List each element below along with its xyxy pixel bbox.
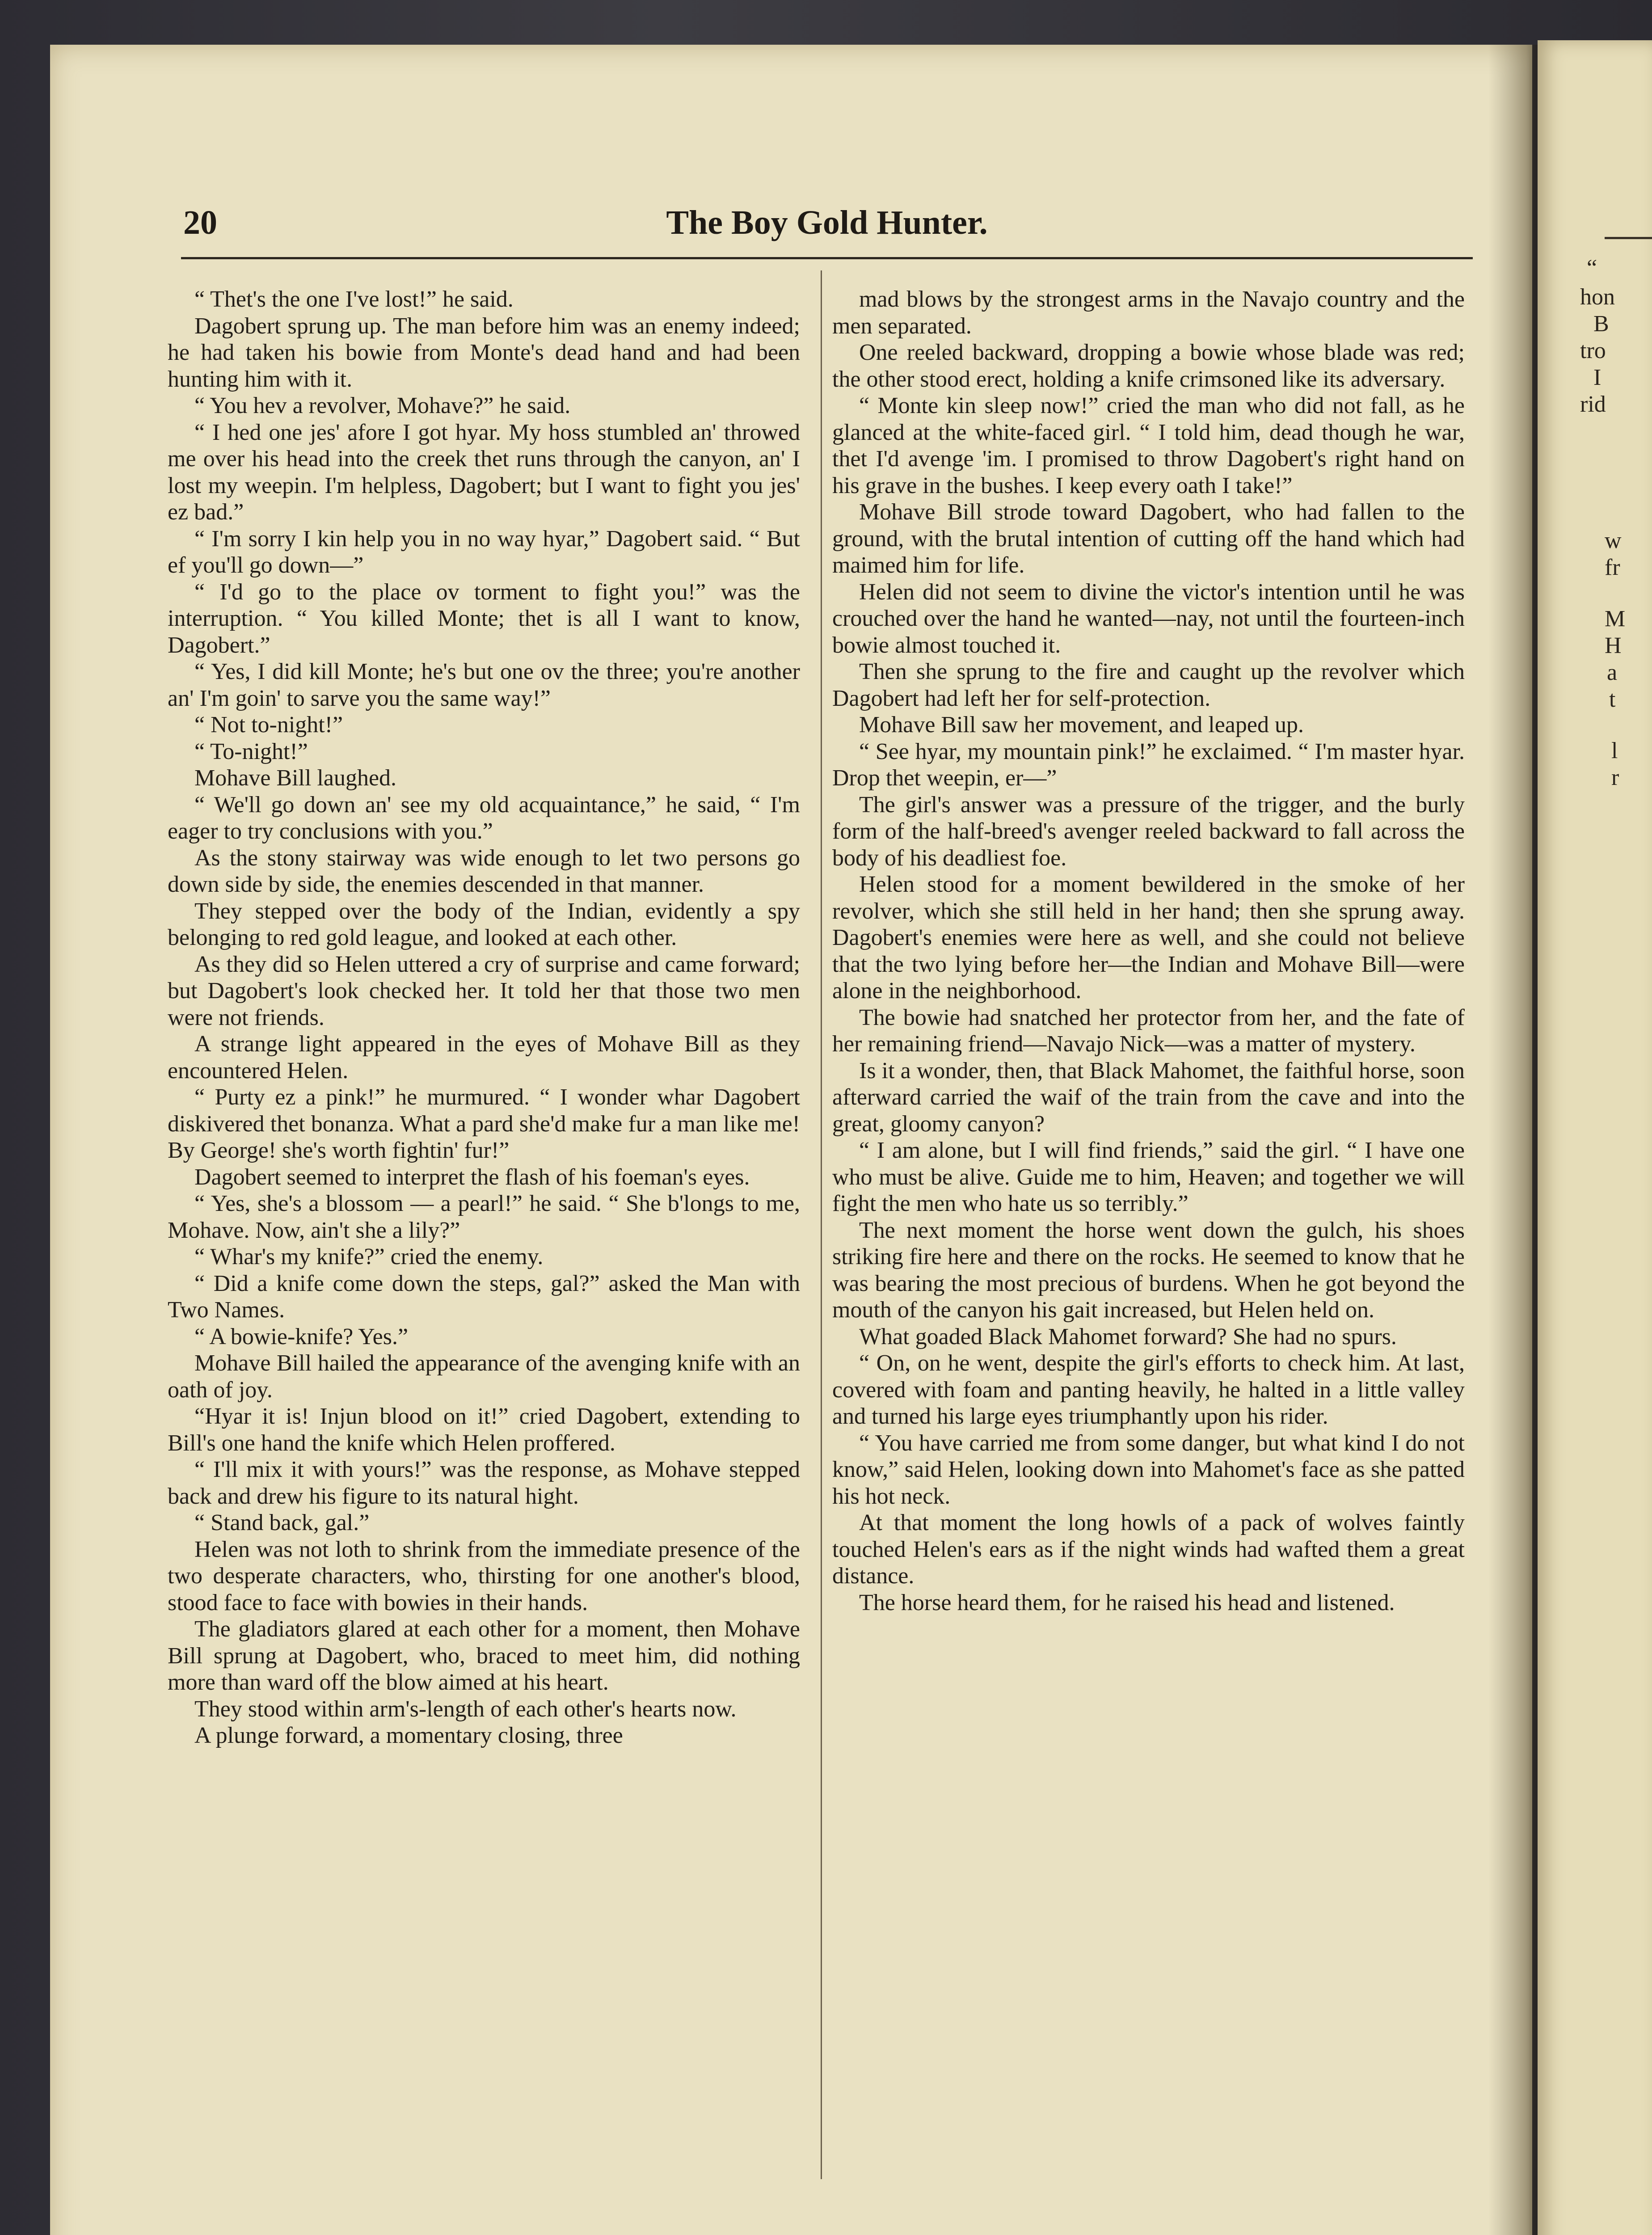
paragraph: “ Not to-night!” [194, 712, 343, 738]
paragraph: Helen did not seem to divine the victor's intention until he was crouched over the hand he wanted—nay, not until the fourteen-inch bowie almost touched it. [832, 579, 1465, 658]
paragraph: “Hyar it is! Injun blood on it!” cried Dagobert, extending to Bill's one hand the knife which Helen proffered. [168, 1404, 800, 1456]
paragraph: “ You have carried me from some danger, but what kind I do not know,” said Helen, looking down into Mahomet's face as she patted his hot neck. [832, 1430, 1465, 1509]
adjacent-text-fragment: l [1611, 738, 1618, 763]
paragraph: They stood within arm's-length of each other's hearts now. [194, 1696, 737, 1722]
gutter-shadow [1488, 45, 1542, 2235]
paragraph: As the stony stairway was wide enough to let two persons go down side by side, the enemies descended in that manner. [168, 845, 800, 897]
adjacent-text-fragment: H [1605, 633, 1622, 658]
adjacent-text-fragment: r [1611, 765, 1619, 790]
adjacent-text-fragment: w [1605, 528, 1622, 553]
adjacent-text-fragment: fr [1605, 555, 1620, 580]
paragraph: “ Purty ez a pink!” he murmured. “ I wonder whar Dagobert diskivered thet bonanza. What a pard she'd make fur a man like me! By George! she's worth fightin' fur!” [168, 1084, 800, 1163]
paragraph: Dagobert seemed to interpret the flash of his foeman's eyes. [194, 1164, 750, 1190]
paragraph: “ You hev a revolver, Mohave?” he said. [194, 393, 571, 418]
column-divider [821, 270, 822, 2179]
paragraph: “ I am alone, but I will find friends,” said the girl. “ I have one who must be alive. Guide me to him, Heaven; and together we will fight the men who hate us so terribly.” [832, 1138, 1465, 1216]
paragraph: “ Thet's the one I've lost!” he said. [194, 287, 514, 312]
adjacent-text-fragment: I [1593, 365, 1601, 390]
paragraph: “ Stand back, gal.” [194, 1510, 370, 1535]
paragraph: “ I'll mix it with yours!” was the response, as Mohave stepped back and drew his figure to its natural hight. [168, 1457, 800, 1509]
adjacent-page-rule [1605, 237, 1652, 239]
adjacent-text-fragment: M [1605, 606, 1626, 632]
adjacent-text-fragment: tro [1580, 338, 1606, 363]
adjacent-text-fragment: rid [1580, 392, 1606, 417]
paragraph: Mohave Bill laughed. [194, 765, 397, 791]
page-header [183, 203, 1471, 248]
paragraph: A plunge forward, a momentary closing, three [194, 1723, 623, 1748]
paragraph: One reeled backward, dropping a bowie whose blade was red; the other stood erect, holding a knife crimsoned like its adversary. [832, 340, 1465, 392]
paragraph: The horse heard them, for he raised his head and listened. [859, 1590, 1395, 1615]
paragraph: mad blows by the strongest arms in the Navajo country and the men separated. [832, 287, 1465, 339]
page-number: 20 [183, 204, 217, 241]
paragraph: As they did so Helen uttered a cry of surprise and came forward; but Dagobert's look checked her. It told her that those two men were not friends. [168, 951, 800, 1030]
adjacent-text-fragment: t [1609, 687, 1616, 712]
paragraph: Dagobert sprung up. The man before him was an enemy indeed; he had taken his bowie from Monte's dead hand and had been hunting him with it. [168, 313, 800, 392]
adjacent-text-fragment: B [1593, 311, 1609, 337]
paragraph: Mohave Bill hailed the appearance of the avenging knife with an oath of joy. [168, 1350, 800, 1403]
paragraph: Helen was not loth to shrink from the immediate presence of the two desperate characters, who, thirsting for one another's blood, stood face to face with bowies in their hands. [168, 1536, 800, 1615]
paragraph: Is it a wonder, then, that Black Mahomet, the faithful horse, soon afterward carried the waif of the train from the cave and into the great, gloomy canyon? [832, 1058, 1465, 1137]
paragraph: “ See hyar, my mountain pink!” he exclaimed. “ I'm master hyar. Drop thet weepin, er—” [832, 738, 1465, 791]
paragraph: The bowie had snatched her protector from her, and the fate of her remaining friend—Navajo Nick—was a matter of mystery. [832, 1004, 1465, 1057]
paragraph: “ Whar's my knife?” cried the enemy. [194, 1244, 544, 1269]
paragraph: “ To-night!” [194, 738, 308, 764]
paragraph: The next moment the horse went down the gulch, his shoes striking fire here and there on the rocks. He seemed to know that he was bearing the most precious of burdens. When he got beyond the mouth of the canyon his gait increased, but Helen held on. [832, 1217, 1465, 1323]
text-column-right [832, 286, 1465, 2208]
adjacent-text-fragment: “ [1587, 255, 1597, 281]
running-title: The Boy Gold Hunter. [666, 204, 988, 241]
paragraph: “ Yes, she's a blossom — a pearl!” he said. “ She b'longs to me, Mohave. Now, ain't she a lily?” [168, 1191, 800, 1243]
adjacent-text-fragment: a [1607, 660, 1618, 685]
paragraph: The girl's answer was a pressure of the trigger, and the burly form of the half-breed's avenger reeled backward to fall across the body of his deadliest foe. [832, 792, 1465, 871]
paragraph: A strange light appeared in the eyes of Mohave Bill as they encountered Helen. [168, 1031, 800, 1084]
paragraph: What goaded Black Mahomet forward? She had no spurs. [859, 1324, 1397, 1349]
paragraph: “ I hed one jes' afore I got hyar. My hoss stumbled an' throwed me over his head into the creek thet runs through the canyon, an' I lost my weepin. I'm helpless, Dagobert; but I want to fight you jes' ez bad.” [168, 419, 800, 525]
paragraph: Helen stood for a moment bewildered in the smoke of her revolver, which she still held in her hand; then she sprung away. Dagobert's enemies were here as well, and she could not believe that the two lying before her—the Indian and Mohave Bill—were alone in the neighborhood. [832, 872, 1465, 1004]
text-column-left [168, 286, 800, 2208]
paragraph: Mohave Bill saw her movement, and leaped up. [859, 712, 1304, 738]
paragraph: “ Monte kin sleep now!” cried the man who did not fall, as he glanced at the white-faced girl. “ I told him, dead though he war, thet I'd avenge 'im. I promised to throw Dagobert's right hand on his grave in the bushes. I keep every oath I take!” [832, 393, 1465, 498]
paragraph: The gladiators glared at each other for a moment, then Mohave Bill sprung at Dagobert, who, braced to meet him, did nothing more than ward off the blow aimed at his heart. [168, 1616, 800, 1695]
header-rule [181, 257, 1473, 259]
paragraph: “ On, on he went, despite the girl's efforts to check him. At last, covered with foam and panting heavily, he halted in a little valley and turned his large eyes triumphantly upon his rider. [832, 1350, 1465, 1429]
paragraph: “ Did a knife come down the steps, gal?” asked the Man with Two Names. [168, 1270, 800, 1323]
paragraph: “ Yes, I did kill Monte; he's but one ov the three; you're another an' I'm goin' to sarve you the same way!” [168, 659, 800, 711]
paragraph: “ I'd go to the place ov torment to fight you!” was the interruption. “ You killed Monte; thet is all I want to know, Dagobert.” [168, 579, 800, 658]
paragraph: “ A bowie-knife? Yes.” [194, 1324, 409, 1349]
paragraph: Then she sprung to the fire and caught up the revolver which Dagobert had left her for self-protection. [832, 659, 1465, 711]
paragraph: At that moment the long howls of a pack of wolves faintly touched Helen's ears as if the night winds had wafted them a great distance. [832, 1510, 1465, 1589]
paragraph: “ We'll go down an' see my old acquaintance,” he said, “ I'm eager to try conclusions with you.” [168, 792, 800, 844]
paragraph: Mohave Bill strode toward Dagobert, who had fallen to the ground, with the brutal intention of cutting off the hand which had maimed him for life. [832, 499, 1465, 578]
adjacent-text-fragment: hon [1580, 284, 1615, 310]
paragraph: “ I'm sorry I kin help you in no way hyar,” Dagobert said. “ But ef you'll go down—” [168, 526, 800, 578]
adjacent-page-edge [1538, 40, 1652, 2235]
paragraph: They stepped over the body of the Indian, evidently a spy belonging to red gold league, and looked at each other. [168, 898, 800, 950]
